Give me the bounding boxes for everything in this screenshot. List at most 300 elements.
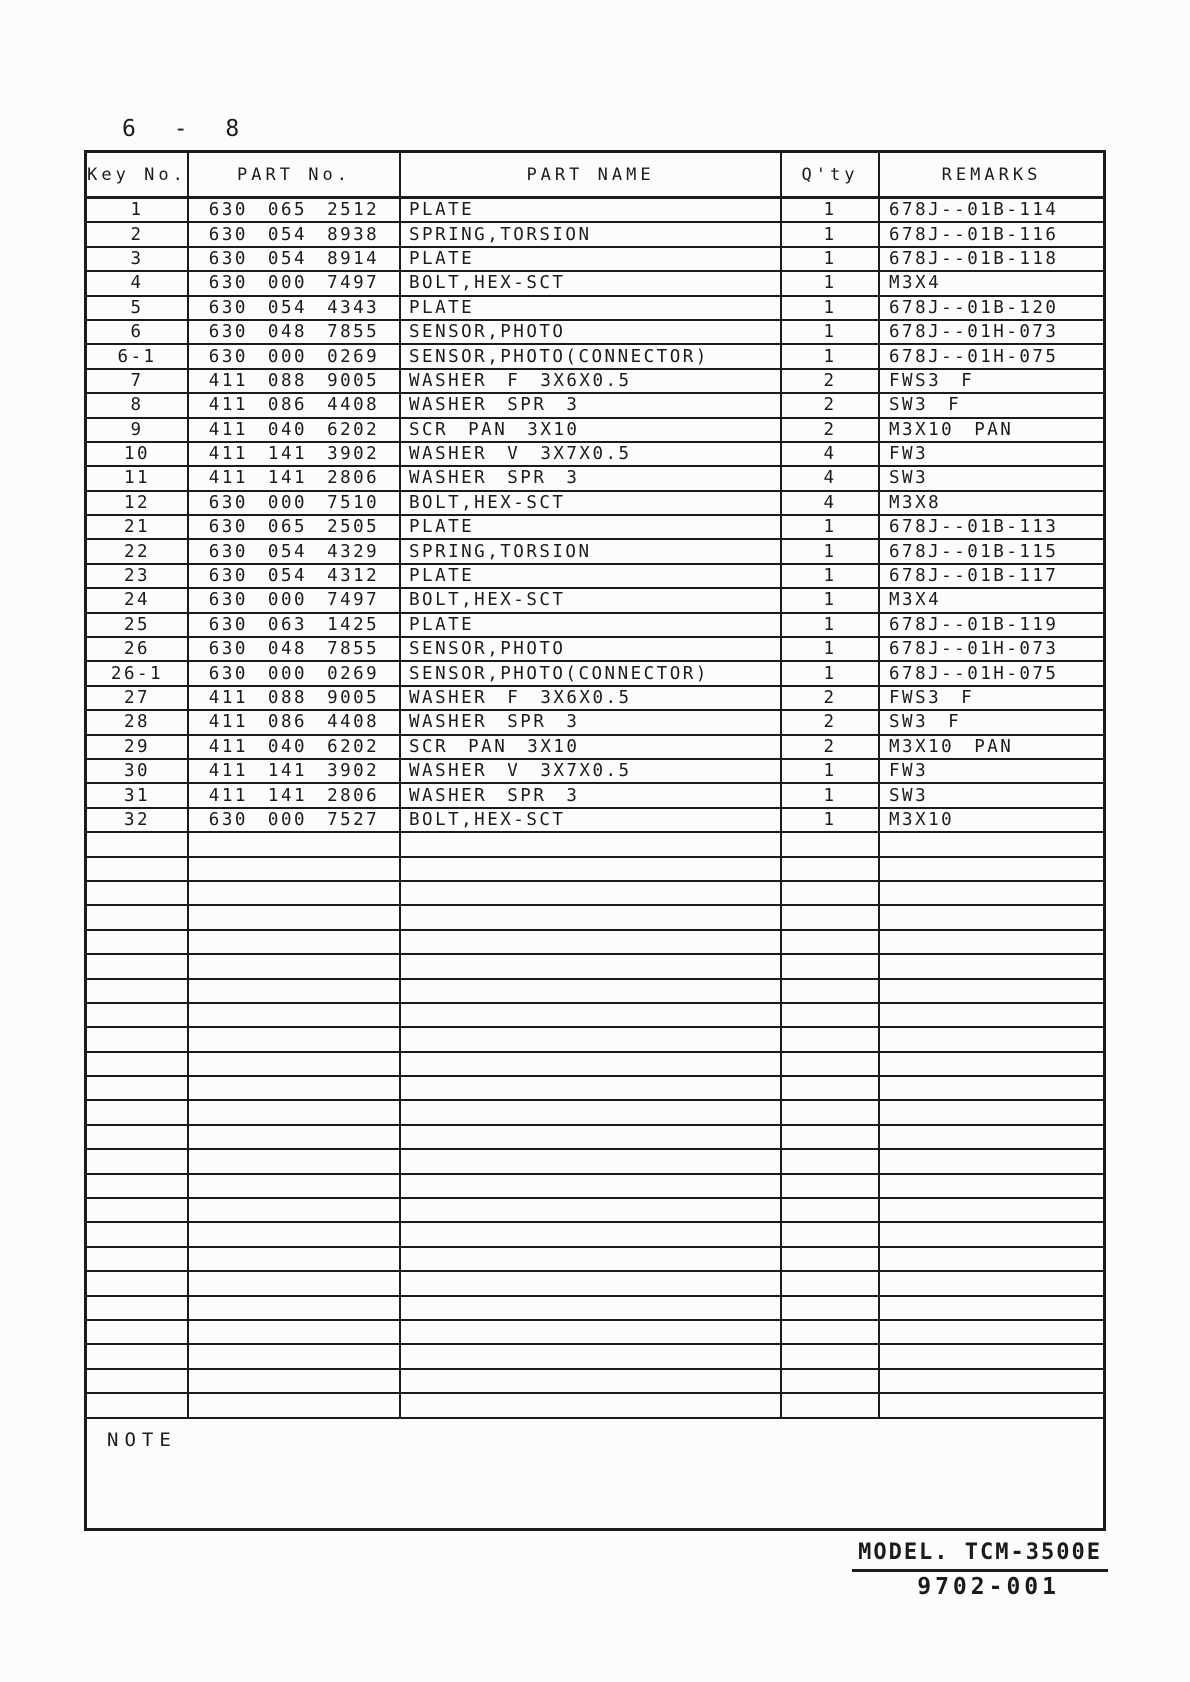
cell-remarks: M3X10 [880,809,1103,833]
cell-remarks [880,1101,1103,1125]
cell-key-no [87,906,189,930]
table-row-empty [87,980,1103,1004]
cell-part-no: 630 063 1425 [189,614,401,638]
header-key-no: Key No. [87,153,189,199]
cell-key-no: 22 [87,540,189,564]
table-row-empty [87,1028,1103,1052]
table-row [87,809,1103,833]
table-row [87,321,1103,345]
cell-part-no [189,1199,401,1223]
table-row [87,199,1103,223]
cell-qty: 1 [782,199,880,223]
cell-part-name: WASHER SPR 3 [401,711,782,735]
table-row [87,687,1103,711]
cell-part-name: PLATE [401,565,782,589]
cell-part-name [401,1004,782,1028]
cell-key-no [87,1223,189,1247]
cell-qty: 2 [782,687,880,711]
cell-remarks: M3X4 [880,589,1103,613]
cell-qty [782,1004,880,1028]
table-row [87,614,1103,638]
cell-qty [782,1028,880,1052]
table-row [87,272,1103,296]
cell-remarks [880,980,1103,1004]
table-row-empty [87,1126,1103,1150]
cell-part-name [401,1053,782,1077]
cell-part-name [401,980,782,1004]
cell-part-no [189,931,401,955]
cell-qty [782,1199,880,1223]
cell-part-no [189,1053,401,1077]
cell-key-no [87,882,189,906]
cell-key-no [87,955,189,979]
cell-part-name: BOLT,HEX-SCT [401,589,782,613]
cell-qty: 2 [782,370,880,394]
cell-part-no [189,1370,401,1394]
table-row-empty [87,1370,1103,1394]
parts-table [84,150,1106,1531]
cell-part-no [189,1004,401,1028]
table-row-empty [87,1345,1103,1369]
cell-remarks [880,858,1103,882]
cell-part-no [189,955,401,979]
table-row-empty [87,1223,1103,1247]
cell-key-no: 2 [87,223,189,247]
cell-part-no: 411 141 2806 [189,467,401,491]
cell-part-no [189,1345,401,1369]
header-qty: Q'ty [782,153,880,199]
cell-part-no: 630 048 7855 [189,638,401,662]
cell-part-no: 411 141 2806 [189,784,401,808]
cell-part-name [401,931,782,955]
cell-qty [782,1175,880,1199]
table-row [87,784,1103,808]
cell-remarks: 678J--01B-116 [880,223,1103,247]
cell-qty: 2 [782,394,880,418]
cell-part-name: PLATE [401,297,782,321]
cell-remarks: FW3 [880,760,1103,784]
cell-part-no: 411 088 9005 [189,370,401,394]
cell-key-no: 23 [87,565,189,589]
cell-remarks [880,833,1103,857]
cell-part-name [401,1077,782,1101]
table-row-empty [87,1248,1103,1272]
table-row [87,516,1103,540]
cell-part-no [189,906,401,930]
cell-key-no: 29 [87,736,189,760]
cell-key-no [87,1394,189,1418]
cell-part-name: PLATE [401,199,782,223]
cell-key-no: 28 [87,711,189,735]
cell-qty [782,980,880,1004]
cell-part-no: 630 000 7510 [189,492,401,516]
cell-part-name [401,858,782,882]
cell-key-no: 9 [87,419,189,443]
header-part-name: PART NAME [401,153,782,199]
cell-key-no [87,1175,189,1199]
cell-part-no: 630 054 8914 [189,248,401,272]
cell-qty [782,1053,880,1077]
cell-remarks: 678J--01H-075 [880,662,1103,686]
cell-part-name [401,955,782,979]
cell-remarks [880,1175,1103,1199]
table-row-empty [87,858,1103,882]
cell-key-no [87,980,189,1004]
cell-part-name [401,1126,782,1150]
table-row [87,297,1103,321]
cell-remarks: 678J--01B-115 [880,540,1103,564]
table-row-empty [87,1175,1103,1199]
cell-part-no [189,1126,401,1150]
table-row-empty [87,1077,1103,1101]
cell-qty: 2 [782,736,880,760]
page-number: 6 - 8 [122,116,252,142]
cell-part-no [189,882,401,906]
cell-qty: 1 [782,589,880,613]
cell-part-name: WASHER SPR 3 [401,784,782,808]
cell-qty [782,1223,880,1247]
cell-remarks: SW3 [880,784,1103,808]
cell-key-no [87,1297,189,1321]
cell-remarks: FW3 [880,443,1103,467]
cell-qty [782,1370,880,1394]
cell-key-no: 1 [87,199,189,223]
cell-key-no: 32 [87,809,189,833]
cell-part-no [189,1223,401,1247]
cell-remarks [880,1126,1103,1150]
cell-part-name [401,1272,782,1296]
cell-qty [782,931,880,955]
cell-part-name [401,1321,782,1345]
cell-key-no: 24 [87,589,189,613]
table-row-empty [87,906,1103,930]
table-row-empty [87,882,1103,906]
cell-key-no [87,931,189,955]
cell-part-no: 630 000 7497 [189,589,401,613]
cell-remarks: 678J--01B-113 [880,516,1103,540]
table-row [87,638,1103,662]
cell-remarks: 678J--01B-117 [880,565,1103,589]
cell-key-no [87,1370,189,1394]
cell-remarks [880,1297,1103,1321]
cell-remarks [880,1004,1103,1028]
cell-part-no [189,1272,401,1296]
cell-part-name: WASHER F 3X6X0.5 [401,687,782,711]
cell-key-no: 10 [87,443,189,467]
table-row [87,443,1103,467]
table-row [87,760,1103,784]
table-row [87,394,1103,418]
cell-qty: 1 [782,565,880,589]
cell-part-no: 630 000 0269 [189,345,401,369]
cell-part-name [401,1248,782,1272]
cell-part-name [401,1101,782,1125]
cell-part-name: WASHER SPR 3 [401,467,782,491]
table-row-empty [87,1053,1103,1077]
cell-part-no: 411 086 4408 [189,711,401,735]
cell-key-no [87,1321,189,1345]
cell-qty [782,1077,880,1101]
cell-key-no: 12 [87,492,189,516]
cell-part-name: BOLT,HEX-SCT [401,492,782,516]
cell-part-no [189,1101,401,1125]
cell-key-no: 8 [87,394,189,418]
table-row-empty [87,1101,1103,1125]
cell-qty: 2 [782,711,880,735]
cell-part-name [401,1028,782,1052]
cell-part-name: SENSOR,PHOTO(CONNECTOR) [401,345,782,369]
cell-part-no [189,980,401,1004]
cell-part-no: 630 065 2512 [189,199,401,223]
cell-part-no: 411 040 6202 [189,419,401,443]
cell-part-no: 630 048 7855 [189,321,401,345]
cell-part-no: 411 141 3902 [189,443,401,467]
cell-part-no: 411 141 3902 [189,760,401,784]
cell-qty [782,1272,880,1296]
cell-key-no: 26-1 [87,662,189,686]
cell-remarks: 678J--01H-073 [880,321,1103,345]
cell-part-name: SPRING,TORSION [401,540,782,564]
cell-remarks [880,1028,1103,1052]
cell-part-name: SENSOR,PHOTO(CONNECTOR) [401,662,782,686]
cell-qty [782,1150,880,1174]
cell-part-name [401,1150,782,1174]
cell-remarks [880,1272,1103,1296]
cell-remarks: M3X8 [880,492,1103,516]
cell-part-no [189,1150,401,1174]
cell-qty [782,1394,880,1418]
cell-part-name: SPRING,TORSION [401,223,782,247]
cell-part-name: PLATE [401,248,782,272]
cell-part-name [401,1223,782,1247]
cell-part-name [401,1199,782,1223]
cell-qty [782,1126,880,1150]
cell-part-name: SENSOR,PHOTO [401,321,782,345]
cell-remarks [880,1345,1103,1369]
cell-key-no [87,1077,189,1101]
cell-part-name: PLATE [401,516,782,540]
cell-remarks [880,1321,1103,1345]
cell-qty: 1 [782,297,880,321]
cell-key-no [87,1004,189,1028]
cell-key-no: 4 [87,272,189,296]
table-row-empty [87,955,1103,979]
cell-remarks: 678J--01B-120 [880,297,1103,321]
cell-part-no [189,1077,401,1101]
cell-qty [782,1297,880,1321]
table-row [87,492,1103,516]
table-row [87,540,1103,564]
cell-remarks [880,1199,1103,1223]
cell-remarks [880,955,1103,979]
cell-remarks: 678J--01B-114 [880,199,1103,223]
cell-key-no [87,1248,189,1272]
cell-key-no [87,1053,189,1077]
cell-part-no [189,858,401,882]
table-row-empty [87,1297,1103,1321]
cell-remarks: SW3 F [880,394,1103,418]
cell-part-name: PLATE [401,614,782,638]
footer [852,1540,1108,1600]
cell-qty: 1 [782,540,880,564]
cell-part-no [189,1297,401,1321]
cell-key-no: 3 [87,248,189,272]
cell-qty: 1 [782,223,880,247]
cell-part-no: 630 000 0269 [189,662,401,686]
cell-key-no [87,858,189,882]
cell-key-no: 6-1 [87,345,189,369]
cell-remarks [880,1223,1103,1247]
cell-part-name: BOLT,HEX-SCT [401,272,782,296]
cell-part-no: 630 054 4312 [189,565,401,589]
table-row [87,345,1103,369]
table-row [87,589,1103,613]
cell-qty: 1 [782,614,880,638]
cell-part-no: 630 054 4343 [189,297,401,321]
cell-remarks [880,1150,1103,1174]
table-row [87,711,1103,735]
cell-qty [782,1248,880,1272]
cell-qty: 1 [782,784,880,808]
cell-key-no [87,1028,189,1052]
cell-part-no [189,833,401,857]
table-row [87,662,1103,686]
cell-remarks: M3X4 [880,272,1103,296]
cell-part-name: BOLT,HEX-SCT [401,809,782,833]
cell-remarks: 678J--01B-119 [880,614,1103,638]
cell-part-no: 630 054 4329 [189,540,401,564]
cell-qty [782,1321,880,1345]
cell-key-no: 5 [87,297,189,321]
table-row-empty [87,931,1103,955]
cell-part-name [401,1175,782,1199]
header-part-no: PART No. [189,153,401,199]
cell-remarks [880,1053,1103,1077]
cell-key-no: 30 [87,760,189,784]
cell-part-name [401,1394,782,1418]
note-label: NOTE [107,1428,177,1451]
cell-key-no [87,1345,189,1369]
cell-remarks: 678J--01B-118 [880,248,1103,272]
cell-part-name [401,1297,782,1321]
cell-qty: 1 [782,809,880,833]
table-row [87,419,1103,443]
table-row-empty [87,1272,1103,1296]
cell-part-name: WASHER V 3X7X0.5 [401,443,782,467]
cell-qty: 1 [782,638,880,662]
table-row [87,565,1103,589]
cell-remarks [880,1370,1103,1394]
cell-remarks: 678J--01H-075 [880,345,1103,369]
cell-part-name: WASHER SPR 3 [401,394,782,418]
cell-part-no: 630 000 7527 [189,809,401,833]
cell-remarks: SW3 [880,467,1103,491]
cell-remarks: 678J--01H-073 [880,638,1103,662]
cell-key-no: 21 [87,516,189,540]
cell-part-name [401,1370,782,1394]
cell-part-name: SCR PAN 3X10 [401,736,782,760]
cell-key-no: 25 [87,614,189,638]
cell-part-no: 411 086 4408 [189,394,401,418]
cell-qty: 1 [782,321,880,345]
cell-remarks [880,1248,1103,1272]
cell-part-no [189,1248,401,1272]
cell-key-no [87,833,189,857]
cell-key-no: 27 [87,687,189,711]
doc-number: 9702-001 [917,1574,1060,1600]
cell-part-no: 411 088 9005 [189,687,401,711]
cell-part-no: 630 000 7497 [189,272,401,296]
cell-key-no: 31 [87,784,189,808]
cell-qty [782,1101,880,1125]
cell-key-no: 11 [87,467,189,491]
note-section [87,1419,1103,1528]
header-remarks: REMARKS [880,153,1103,199]
table-row [87,248,1103,272]
cell-qty: 4 [782,467,880,491]
table-body [87,199,1103,1419]
table-row-empty [87,1004,1103,1028]
cell-qty: 1 [782,662,880,686]
cell-key-no [87,1272,189,1296]
cell-key-no [87,1101,189,1125]
table-header-row [87,153,1103,199]
cell-qty [782,833,880,857]
cell-qty [782,1345,880,1369]
cell-part-no [189,1321,401,1345]
cell-qty: 2 [782,419,880,443]
cell-part-name [401,882,782,906]
cell-remarks: M3X10 PAN [880,419,1103,443]
cell-remarks: FWS3 F [880,370,1103,394]
cell-qty: 4 [782,443,880,467]
cell-remarks [880,906,1103,930]
cell-remarks [880,1394,1103,1418]
cell-qty [782,858,880,882]
cell-part-name: SCR PAN 3X10 [401,419,782,443]
cell-qty: 1 [782,516,880,540]
cell-remarks [880,931,1103,955]
cell-qty [782,906,880,930]
cell-part-name [401,906,782,930]
cell-part-no: 630 054 8938 [189,223,401,247]
table-row [87,223,1103,247]
cell-part-no [189,1028,401,1052]
cell-key-no [87,1126,189,1150]
cell-part-no: 630 065 2505 [189,516,401,540]
cell-part-no: 411 040 6202 [189,736,401,760]
cell-qty [782,882,880,906]
cell-key-no: 6 [87,321,189,345]
table-row-empty [87,1321,1103,1345]
cell-remarks [880,882,1103,906]
cell-qty: 1 [782,760,880,784]
table-row-empty [87,1394,1103,1418]
cell-qty: 1 [782,248,880,272]
table-row [87,467,1103,491]
cell-part-name: WASHER V 3X7X0.5 [401,760,782,784]
cell-qty: 1 [782,345,880,369]
cell-part-name: WASHER F 3X6X0.5 [401,370,782,394]
cell-part-no [189,1394,401,1418]
table-row [87,736,1103,760]
table-row [87,370,1103,394]
cell-remarks: SW3 F [880,711,1103,735]
cell-key-no [87,1199,189,1223]
cell-part-no [189,1175,401,1199]
cell-part-name [401,1345,782,1369]
model-label: MODEL. TCM-3500E [852,1540,1108,1572]
